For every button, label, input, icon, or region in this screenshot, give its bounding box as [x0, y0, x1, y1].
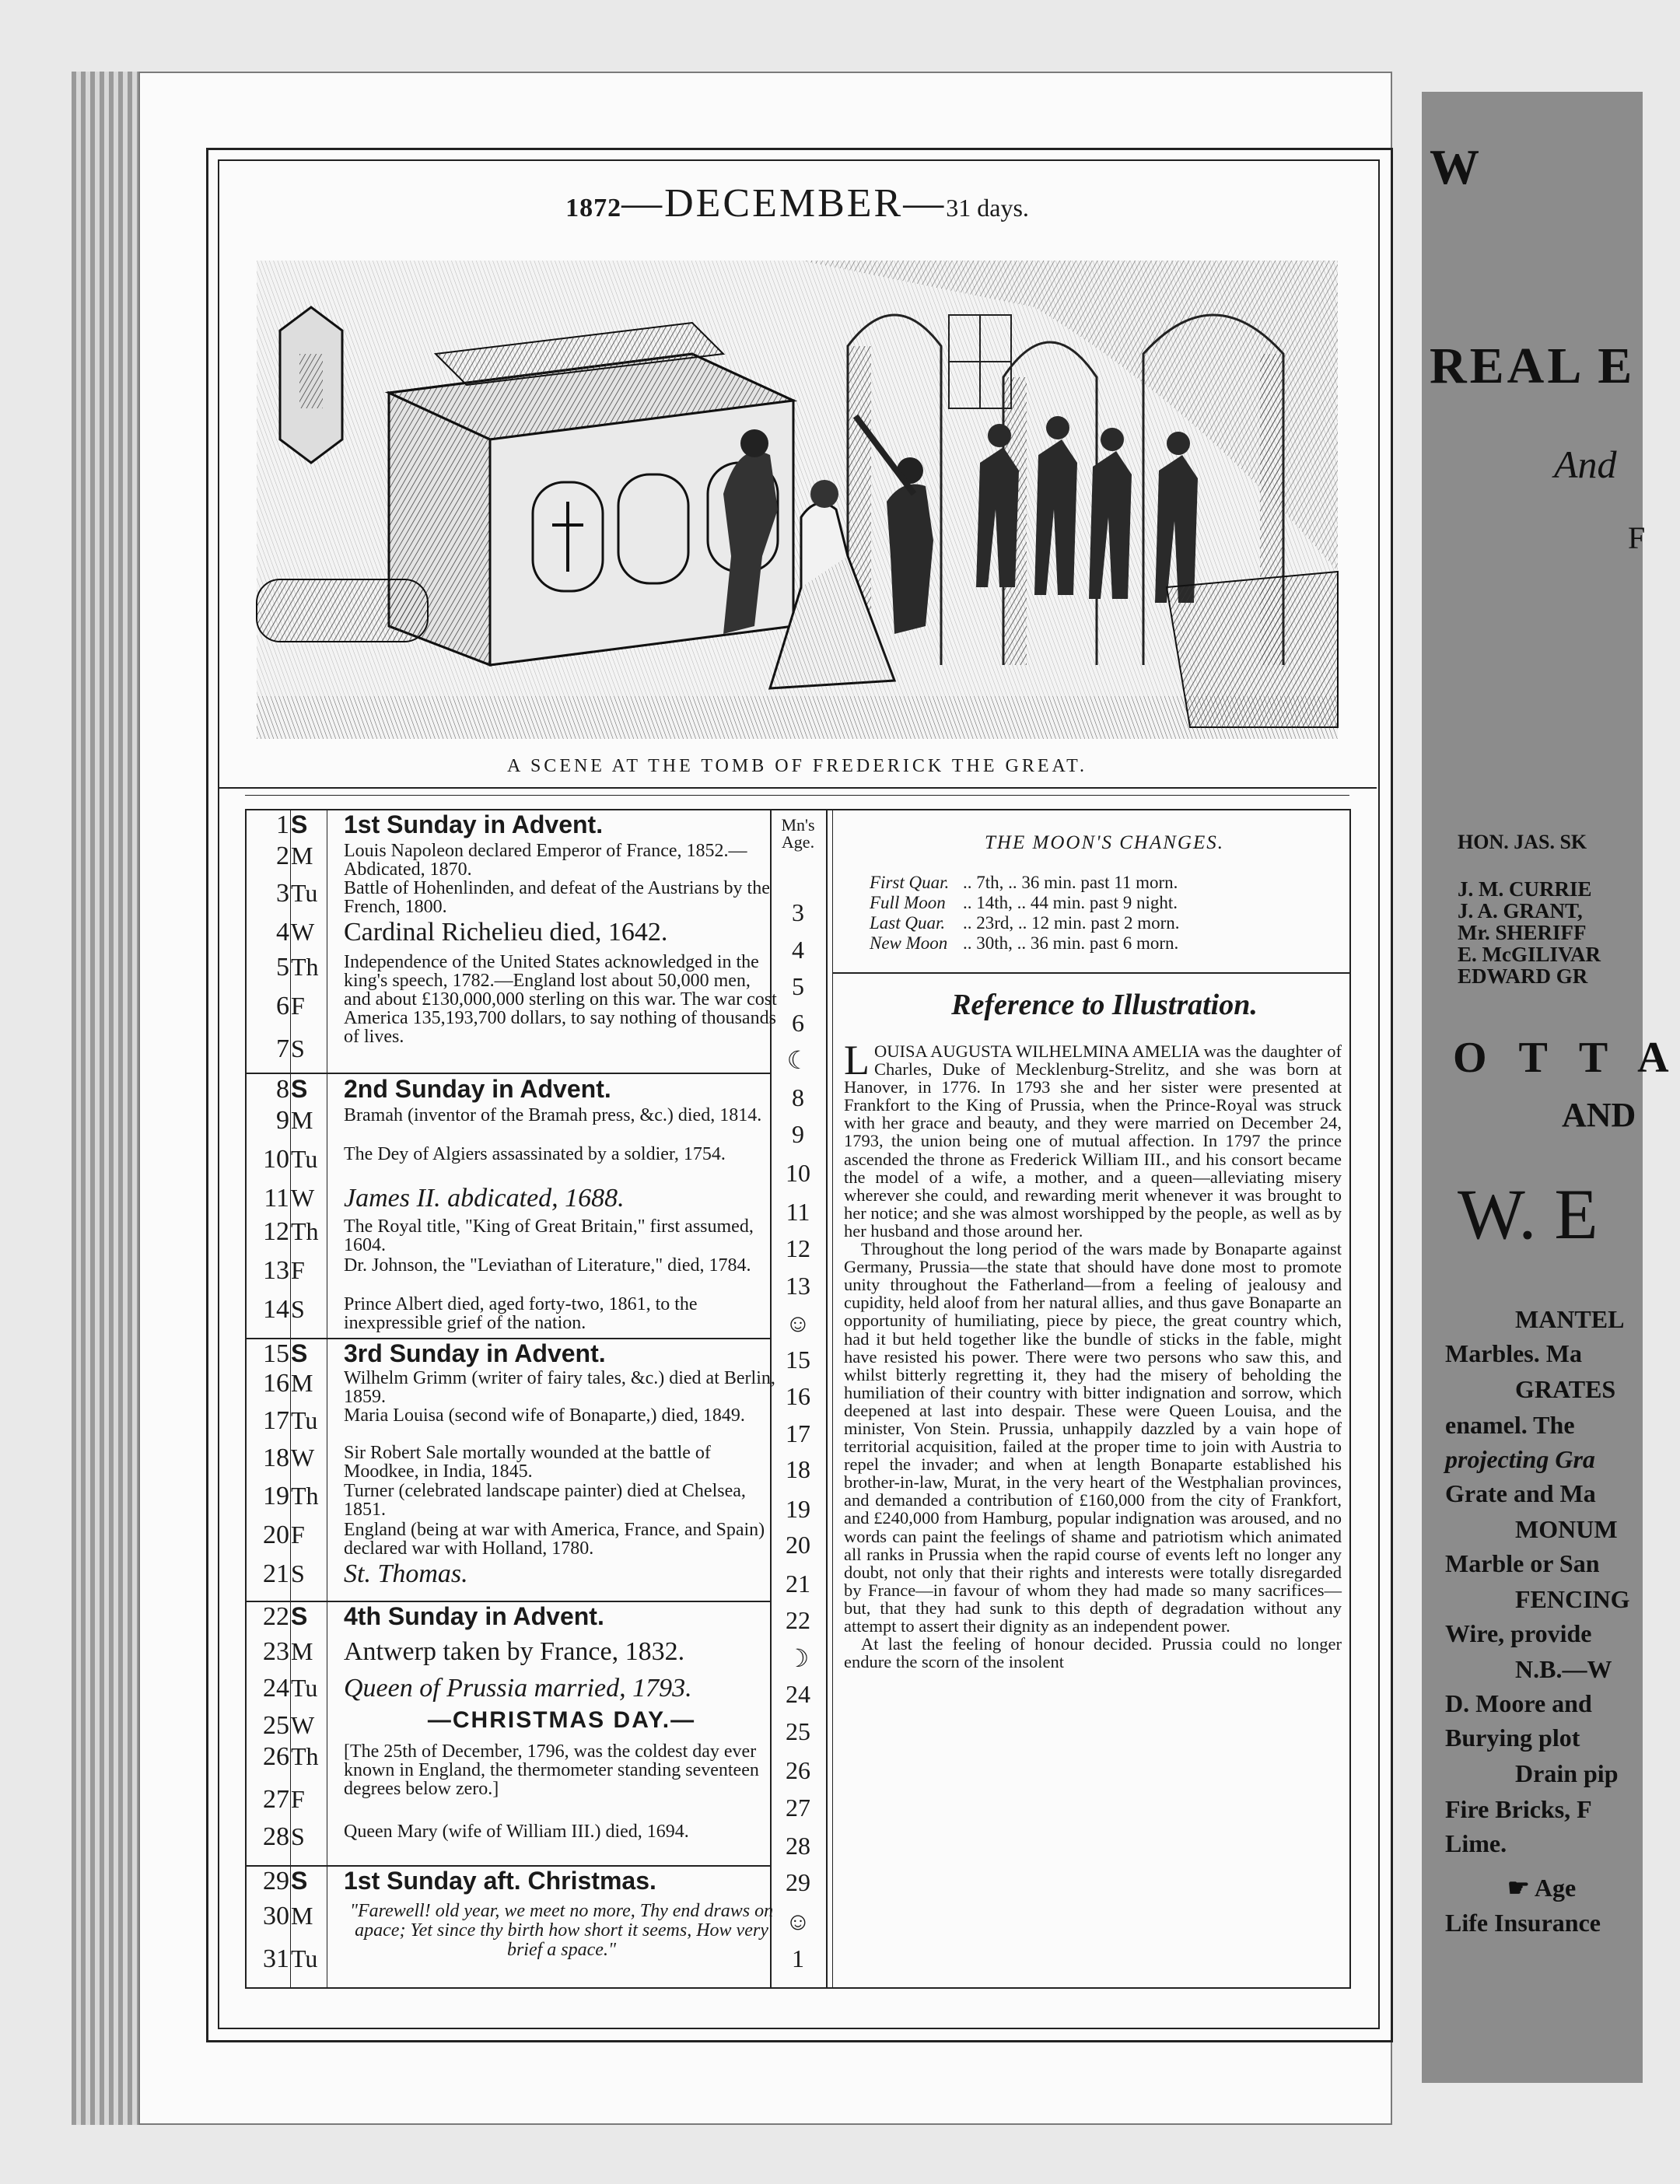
moon-age: 27 — [786, 1794, 810, 1822]
weekday: M — [291, 1106, 313, 1134]
ad-line: E. McGILIVAR — [1458, 943, 1601, 966]
weekday: S — [291, 1034, 305, 1062]
facing-page-advertisement — [1422, 92, 1680, 2083]
calendar-entry: Louis Napoleon declared Emperor of France, 1852.—Abdicated, 1870. — [344, 841, 747, 880]
moon-age: 13 — [786, 1272, 810, 1300]
weekday: S — [291, 1295, 305, 1323]
day-number: 14 — [263, 1295, 289, 1324]
weekday: S — [291, 1867, 308, 1895]
reference-paragraph-text: OUISA AUGUSTA WILHELMINA AMELIA was the daughter of Charles, Duke of Mecklenburg-Strelitz, and she was born at Hanover, in 1776. In 1793 she and her sister were presented at Frankfort to the King of Prussia, when the Prince-Royal was struck with her grace and beauty, and they were married on December 24, 1793, the union being one of mutual affection. In 1797 the prince ascended the throne as Frederick William III., and his consort became the model of a wife, a mother, and a queen—alleviating misery wherever she could, and rewarding merit whenever it was brought to her notice; and she was almost worshipped by the people, as well as by her husband and those around her. — [844, 1041, 1342, 1241]
day-number: 11 — [264, 1184, 289, 1213]
weekday: Tu — [291, 1145, 318, 1173]
moon-age: 26 — [786, 1756, 810, 1784]
moon-age: 12 — [786, 1234, 810, 1262]
illustration-caption: A SCENE AT THE TOMB OF FREDERICK THE GREAT. — [506, 756, 1088, 776]
moon-age: 22 — [786, 1606, 810, 1634]
day-number: 23 — [263, 1637, 289, 1666]
moon-phase-time: .. 7th, .. 36 min. past 11 morn. — [963, 873, 1178, 892]
moon-age: 16 — [786, 1382, 810, 1410]
day-number: 17 — [263, 1406, 289, 1435]
ad-line: MANTEL — [1515, 1305, 1625, 1333]
calendar-entry: 1st Sunday in Advent. — [344, 810, 604, 838]
ad-line: Marble or San — [1445, 1549, 1600, 1577]
day-number: 6 — [276, 992, 289, 1020]
reference-paragraph — [844, 1037, 1342, 1241]
moon-age: 4 — [792, 936, 804, 964]
ad-line: Burying plot — [1445, 1724, 1580, 1752]
day-number: 4 — [276, 918, 289, 947]
ad-line: Marbles. Ma — [1445, 1339, 1582, 1367]
moon-phase-time: .. 23rd, .. 12 min. past 2 morn. — [963, 913, 1180, 933]
calendar-entry: —CHRISTMAS DAY.— — [427, 1707, 696, 1733]
moon-age: 9 — [792, 1120, 804, 1148]
ad-line: Wire, provide — [1445, 1619, 1592, 1647]
day-number: 25 — [263, 1711, 289, 1740]
moon-age: 1 — [792, 1944, 804, 1972]
divider — [832, 972, 1349, 974]
book-page-edges — [72, 72, 142, 2125]
ad-line: HON. JAS. SK — [1458, 831, 1587, 853]
drop-cap: L — [844, 1037, 870, 1083]
ad-line: Drain pip — [1515, 1759, 1619, 1787]
weekday: F — [291, 1521, 305, 1549]
weekday: M — [291, 1369, 313, 1397]
calendar-entry: Cardinal Richelieu died, 1642. — [344, 918, 668, 947]
moon-phase-time: .. 30th, .. 36 min. past 6 morn. — [963, 933, 1179, 953]
ad-line: N.B.—W — [1515, 1655, 1612, 1683]
day-number: 9 — [276, 1106, 289, 1135]
divider — [218, 787, 1377, 789]
ad-line: Grate and Ma — [1445, 1479, 1596, 1507]
weekday: S — [291, 1559, 305, 1587]
page-title — [218, 180, 1377, 226]
weekday: Tu — [291, 1674, 318, 1702]
weekday: Th — [291, 953, 319, 981]
reference-paragraph: At last the feeling of honour decided. Prussia could no longer endure the scorn of the insolent — [844, 1634, 1342, 1672]
ad-line: D. Moore and — [1445, 1689, 1592, 1717]
day-number: 27 — [263, 1785, 289, 1814]
ad-line: EDWARD GR — [1458, 964, 1588, 988]
day-number: 2 — [276, 842, 289, 870]
day-number: 29 — [263, 1867, 289, 1895]
moon-age: 21 — [786, 1570, 810, 1598]
moon-phase-icon: ☺ — [785, 1907, 811, 1935]
day-number: 3 — [276, 879, 289, 908]
weekday: M — [291, 1637, 313, 1665]
moons-changes-title: THE MOON'S CHANGES. — [985, 832, 1224, 853]
reference-text — [844, 1037, 1342, 1672]
moon-age: 19 — [786, 1495, 810, 1523]
reference-title: Reference to Illustration. — [951, 989, 1258, 1021]
weekday: F — [291, 1785, 305, 1813]
ad-line: F — [1628, 520, 1646, 555]
moon-phase-time: .. 14th, .. 44 min. past 9 night. — [963, 893, 1178, 912]
calendar-entry: [The 25th of December, 1796, was the coldest day ever known in England, the thermometer standing seventeen degrees below zero.] — [344, 1741, 759, 1799]
calendar-entry: James II. abdicated, 1688. — [344, 1184, 625, 1213]
ad-line: AND — [1562, 1096, 1636, 1134]
day-number: 20 — [263, 1521, 289, 1549]
day-number: 28 — [263, 1822, 289, 1851]
calendar-entry: Battle of Hohenlinden, and defeat of the Austrians by the French, 1800. — [344, 878, 770, 917]
day-number: 7 — [276, 1034, 289, 1063]
divider — [1349, 809, 1351, 1989]
moon-phase-name: Full Moon — [870, 893, 946, 912]
calendar-entry: Dr. Johnson, the "Leviathan of Literature," died, 1784. — [344, 1255, 751, 1276]
weekday: W — [291, 918, 315, 946]
day-number: 10 — [263, 1145, 289, 1174]
moon-age: 29 — [786, 1868, 810, 1896]
ad-line: Life Insurance — [1445, 1909, 1601, 1937]
calendar-entry: 4th Sunday in Advent. — [344, 1602, 604, 1630]
weekday: Th — [291, 1482, 319, 1510]
moon-age: 20 — [786, 1531, 810, 1559]
day-number: 19 — [263, 1482, 289, 1510]
weekday: W — [291, 1184, 315, 1212]
weekday: F — [291, 1256, 305, 1284]
ad-line: O T T A — [1453, 1034, 1680, 1082]
ad-line: Fire Bricks, F — [1445, 1795, 1592, 1823]
calendar-entry: 2nd Sunday in Advent. — [344, 1075, 611, 1103]
day-number: 15 — [263, 1339, 289, 1368]
calendar-entry: Maria Louisa (second wife of Bonaparte,) died, 1849. — [344, 1405, 745, 1426]
moon-age: 18 — [786, 1455, 810, 1483]
ad-line: And — [1554, 443, 1617, 486]
moon-age: 28 — [786, 1832, 810, 1860]
moon-phase-name: First Quar. — [870, 873, 950, 892]
ad-line: J. M. CURRIE — [1458, 877, 1592, 901]
weekday: S — [291, 810, 308, 838]
moon-age: 17 — [786, 1419, 810, 1447]
ad-line: MONUM — [1515, 1515, 1618, 1543]
week-rule — [245, 1073, 770, 1074]
day-number: 18 — [263, 1444, 289, 1472]
ad-line: J. A. GRANT, — [1458, 899, 1583, 922]
day-number: 22 — [263, 1602, 289, 1631]
moon-phase-name: New Moon — [870, 933, 948, 953]
ad-line: projecting Gra — [1445, 1445, 1595, 1473]
ad-line: GRATES — [1515, 1375, 1616, 1403]
day-number: 8 — [276, 1075, 289, 1104]
ad-line: REAL E — [1430, 338, 1636, 394]
moon-change-row — [870, 913, 1180, 933]
calendar-entry: Independence of the United States acknowledged in the king's speech, 1782.—England lost about 50,000 men, and about £130,000,000 sterling on this war. The war cost America 135,193,700 dollars, to say nothing of thousands of lives. — [344, 952, 777, 1047]
moon-age: 15 — [786, 1346, 810, 1374]
day-number: 30 — [263, 1902, 289, 1930]
moon-age: 3 — [792, 898, 804, 926]
calendar-entry: Turner (celebrated landscape painter) died at Chelsea, 1851. — [344, 1481, 746, 1520]
moon-change-row — [870, 893, 1178, 913]
dash: — — [621, 181, 665, 226]
divider — [245, 795, 1349, 796]
ad-line: enamel. The — [1445, 1411, 1575, 1439]
day-number: 13 — [263, 1256, 289, 1285]
weekday: S — [291, 1339, 308, 1367]
moon-phase-icon: ☽ — [786, 1644, 810, 1672]
moon-phase-name: Last Quar. — [870, 913, 946, 933]
day-number: 16 — [263, 1369, 289, 1398]
day-number: 26 — [263, 1742, 289, 1771]
ad-line: W — [1430, 139, 1479, 194]
ad-line: Mr. SHERIFF — [1458, 921, 1587, 944]
moon-age: 6 — [792, 1009, 804, 1037]
calendar-entry: 1st Sunday aft. Christmas. — [344, 1867, 656, 1895]
divider — [245, 1987, 1349, 1989]
ad-line: W. E — [1458, 1174, 1598, 1254]
weekday: M — [291, 842, 313, 870]
moon-age: 10 — [786, 1159, 810, 1187]
moon-age: 8 — [792, 1083, 804, 1111]
day-number: 24 — [263, 1674, 289, 1703]
reference-paragraph: Throughout the long period of the wars made by Bonaparte against Germany, Prussia—the state that should have done most to promote unity throughout the Fatherland—from a feeling of jealousy and cupidity, held aloof from her natural allies, and thus gave Bonaparte an opportunity of humiliating, piece by piece, the great country which, had it but held together like the bundle of sticks in the fable, might have resisted his power. There were two persons who saw this, and whilst bitterly regretting it, they had the misery of beholding the humiliation of their country with bitter indignation and sorrow, which deepened at last into despair. These were Queen Louisa, and the minister, Von Stein. Prussia, unhappily dazzled by a vain hope of territorial acquisition, failed at the proper time to join with Austria to repel the invader; and when at length Bonaparte established his brother-in-law, Murat, in the very heart of the Westphalian provinces, and demanded a contribution of £160,000 from the city of Frankfort, and £240,000 from Hamburg, popular indignation was aroused, and no words can paint the feelings of shame and patriotism which animated all ranks in Prussia when the rapid course of events left no longer any doubt, not only that their rights and interests were totally disregarded by France—in favour of whom they had made so many sacrifices—but, that they had sunk to this depth of degradation without any attempt to assert their dignity as an independent power. — [844, 1239, 1342, 1636]
moon-change-row — [870, 873, 1178, 893]
calendar-entry: The Dey of Algiers assassinated by a soldier, 1754. — [344, 1144, 726, 1164]
weekday: Th — [291, 1217, 319, 1245]
day-number: 5 — [276, 953, 289, 982]
engraving-tomb-of-frederick — [257, 261, 1338, 739]
dash: — — [903, 181, 947, 226]
day-number: 12 — [263, 1217, 289, 1246]
ad-line: Lime. — [1445, 1829, 1507, 1857]
calendar-entry: Queen of Prussia married, 1793. — [344, 1674, 692, 1703]
weekday: Tu — [291, 1406, 318, 1434]
weekday: Tu — [291, 1944, 318, 1972]
day-number: 1 — [276, 810, 289, 839]
calendar-entry: Antwerp taken by France, 1832. — [344, 1637, 685, 1666]
column-rule — [826, 809, 828, 1987]
weekday: Tu — [291, 879, 318, 907]
moon-phase-icon: ☺ — [785, 1309, 811, 1337]
weekday: Th — [291, 1742, 319, 1770]
weekday: F — [291, 992, 305, 1020]
calendar-entry: 3rd Sunday in Advent. — [344, 1339, 606, 1367]
calendar-entry: The Royal title, "King of Great Britain," first assumed, 1604. — [344, 1216, 754, 1255]
day-count: 31 days. — [946, 194, 1029, 222]
moon-age: 5 — [792, 972, 804, 1000]
calendar-entry: Bramah (inventor of the Bramah press, &c.) died, 1814. — [344, 1105, 762, 1125]
day-number: 31 — [263, 1944, 289, 1973]
weekday: S — [291, 1075, 308, 1103]
weekday: W — [291, 1711, 315, 1739]
moon-age-header: Mn's Age. — [781, 815, 815, 852]
calendar-entry: Wilhelm Grimm (writer of fairy tales, &c.) died at Berlin, 1859. — [344, 1368, 775, 1407]
weekday: S — [291, 1602, 308, 1630]
moon-age: 11 — [786, 1198, 810, 1226]
moon-age: 24 — [786, 1680, 810, 1708]
divider — [245, 809, 247, 1989]
day-number: 21 — [263, 1559, 289, 1588]
weekday: S — [291, 1822, 305, 1850]
column-rule — [832, 809, 833, 1987]
calendar-entry: "Farewell! old year, we meet no more, Thy end draws on apace; Yet since thy birth how short it seems, How very brief a space." — [349, 1901, 774, 1960]
calendar-entry: St. Thomas. — [344, 1559, 468, 1588]
ad-line: FENCING — [1515, 1585, 1630, 1613]
calendar-entry: England (being at war with America, France, and Spain) declared war with Holland, 1780. — [344, 1520, 765, 1559]
calendar-entry: Queen Mary (wife of William III.) died, 1694. — [344, 1822, 689, 1842]
month: DECEMBER — [664, 181, 904, 226]
weekday: M — [291, 1902, 313, 1930]
moon-age: 25 — [786, 1717, 810, 1745]
moon-change-row — [870, 933, 1178, 954]
ad-line: ☛ Age — [1507, 1874, 1577, 1902]
weekday: W — [291, 1444, 315, 1472]
moon-phase-icon: ☾ — [786, 1046, 810, 1074]
calendar-entry: Sir Robert Sale mortally wounded at the battle of Moodkee, in India, 1845. — [344, 1443, 711, 1482]
calendar-entry: Prince Albert died, aged forty-two, 1861, to the inexpressible grief of the nation. — [344, 1294, 698, 1333]
year: 1872 — [565, 194, 622, 222]
